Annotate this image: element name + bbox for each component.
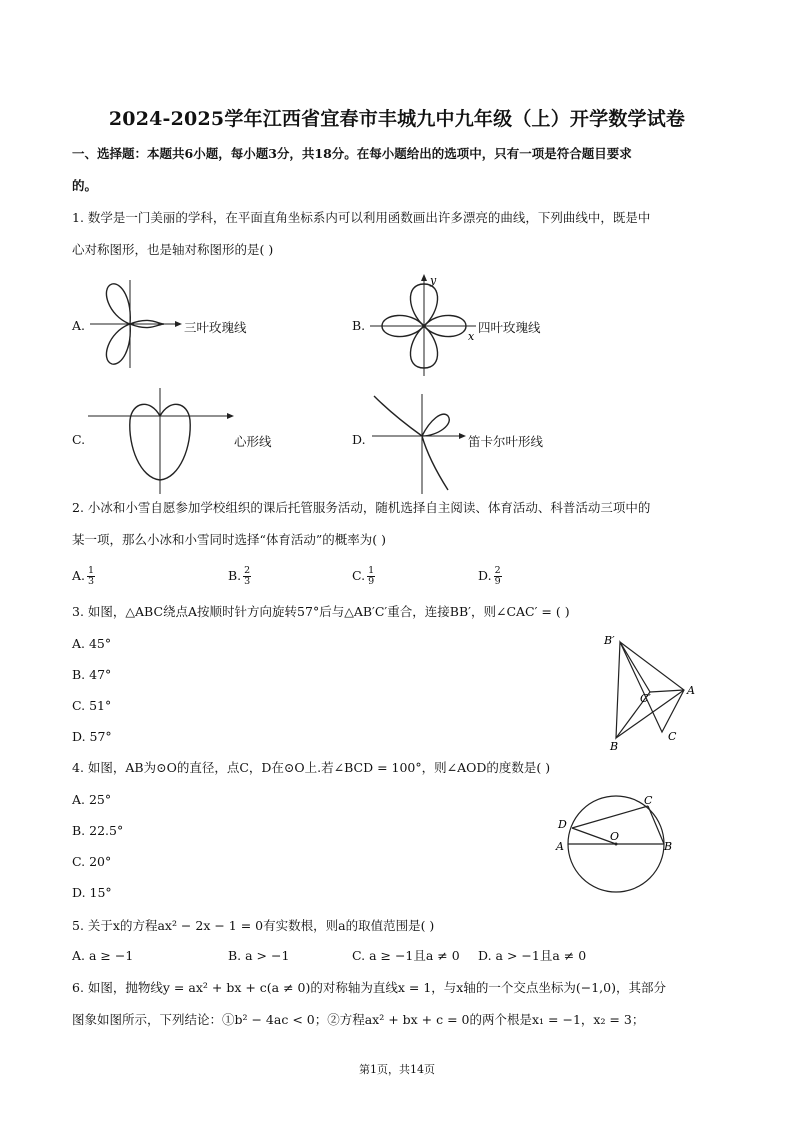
q6-line2: 图象如图所示，下列结论：①b² − 4ac < 0；②方程ax² + bx + c = 0的两个根是x₁ = −1，x₂ = 3； [72, 1012, 645, 1027]
q1-option-c-letter: C. [72, 432, 86, 447]
q4-option-b: B. 22.5° [72, 823, 124, 838]
q6-line1: 6. 如图，抛物线y = ax² + bx + c(a ≠ 0)的对称轴为直线x = 1，与x轴的一个交点坐标为(−1,0)，其部分 [72, 980, 666, 995]
q1-option-a-caption: 三叶玫瑰线 [184, 320, 247, 335]
q3-label-b-prime: B′ [604, 634, 615, 647]
q1-axis-y-label: y [430, 274, 437, 287]
q3-option-d: D. 57° [72, 729, 112, 744]
q4-label-b: B [664, 840, 673, 853]
q1-option-b-caption: 四叶玫瑰线 [478, 320, 541, 335]
q1-option-a-letter: A. [72, 318, 86, 333]
circle-diameter-figure [552, 792, 680, 896]
q3-label-b: B [610, 740, 619, 752]
q4-line1: 4. 如图，AB为⊙O的直径，点C，D在⊙O上.若∠BCD = 100°，则∠AOD的度数是( ) [72, 760, 551, 775]
q3-option-a: A. 45° [72, 636, 112, 651]
q1-line1: 1. 数学是一门美丽的学科，在平面直角坐标系内可以利用函数画出许多漂亮的曲线，下列曲线中，既是中 [72, 210, 651, 225]
q1-option-b-letter: B. [352, 318, 366, 333]
q4-label-a: A [556, 840, 564, 853]
q4-option-d: D. 15° [72, 885, 112, 900]
q2-option-a-fraction: $\frac{1}{3}$ [88, 565, 95, 587]
q2-line2: 某一项，那么小冰和小雪同时选择“体育活动”的概率为( ) [72, 532, 387, 547]
q2-option-a: A. $\frac{1}{3}$ [72, 565, 95, 587]
q4-option-c: C. 20° [72, 854, 112, 869]
q4-label-d: D [558, 818, 567, 831]
q1-option-d-letter: D. [352, 432, 366, 447]
q2-option-d-fraction: $\frac{2}{9}$ [494, 565, 501, 587]
q3-label-a: A [687, 684, 695, 697]
q2-option-b-fraction: $\frac{2}{3}$ [244, 565, 251, 587]
q1-axis-x-label: x [468, 330, 475, 343]
q5-option-b: B. a > −1 [228, 948, 290, 963]
q1-option-c-caption: 心形线 [234, 434, 272, 449]
cardioid-figure [88, 386, 236, 496]
four-leaf-rose-figure [368, 272, 480, 380]
section-heading-line2: 的。 [72, 178, 98, 193]
q1-option-d-caption: 笛卡尔叶形线 [468, 434, 544, 449]
q3-label-c: C [668, 730, 677, 743]
q3-line1: 3. 如图，△ABC绕点A按顺时针方向旋转57°后与△AB′C′重合，连接BB′，则∠CAC′ = ( ) [72, 604, 570, 619]
q3-option-c: C. 51° [72, 698, 112, 713]
three-leaf-rose-figure [88, 276, 188, 372]
page-footer: 第1页，共14页 [359, 1063, 435, 1076]
q2-option-c: C. $\frac{1}{9}$ [352, 565, 375, 587]
q2-line1: 2. 小冰和小雪自愿参加学校组织的课后托管服务活动，随机选择自主阅读、体育活动、科普活动三项中的 [72, 500, 651, 515]
rotated-triangle-figure [596, 628, 706, 752]
q2-option-d: D. $\frac{2}{9}$ [478, 565, 501, 587]
page-title: 2024-2025学年江西省宜春市丰城九中九年级（上）开学数学试卷 [108, 108, 686, 130]
q1-line2: 心对称图形，也是轴对称图形的是( ) [72, 242, 274, 257]
q4-label-o: O [610, 830, 620, 843]
q5-option-a: A. a ≥ −1 [72, 948, 134, 963]
q5-line1: 5. 关于x的方程ax² − 2x − 1 = 0有实数根，则a的取值范围是( ) [72, 918, 435, 933]
q3-label-c-prime: C′ [640, 692, 651, 705]
q4-option-a: A. 25° [72, 792, 112, 807]
q2-option-c-fraction: $\frac{1}{9}$ [368, 565, 375, 587]
folium-of-descartes-figure [368, 390, 468, 498]
q5-option-c: C. a ≥ −1且a ≠ 0 [352, 948, 460, 963]
q3-option-b: B. 47° [72, 667, 112, 682]
section-heading-line1: 一、选择题：本题共6小题，每小题3分，共18分。在每小题给出的选项中，只有一项是符合题目要求 [72, 146, 632, 161]
q2-option-b: B. $\frac{2}{3}$ [228, 565, 251, 587]
q5-option-d: D. a > −1且a ≠ 0 [478, 948, 587, 963]
q4-label-c: C [644, 794, 653, 807]
